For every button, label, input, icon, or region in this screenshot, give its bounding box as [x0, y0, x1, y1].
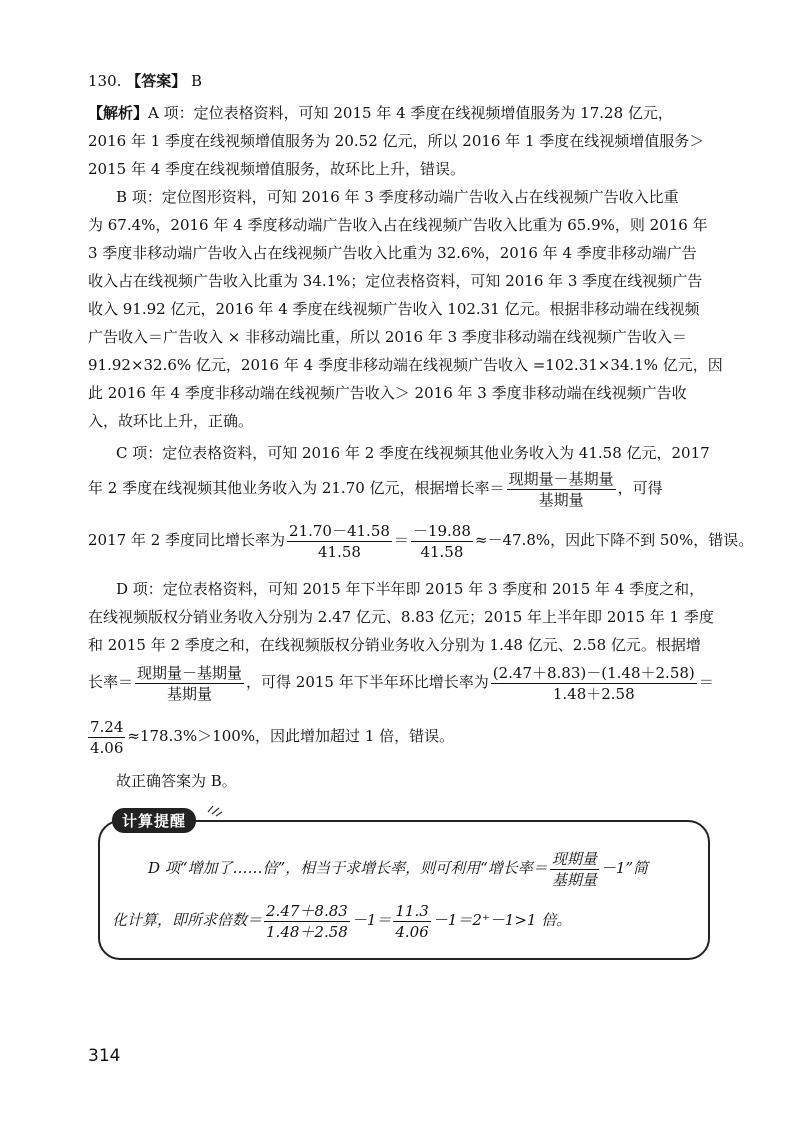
answer-header — [88, 70, 202, 92]
denominator: 4.06 — [395, 922, 429, 941]
option-b-line: B 项：定位图形资料，可知 2016 年 3 季度移动端广告收入占在线视频广告收入比重 — [116, 188, 679, 206]
fraction — [491, 663, 697, 704]
text: 化计算，即所求倍数＝ — [112, 911, 263, 929]
fraction — [550, 849, 599, 890]
fraction — [88, 717, 125, 758]
option-d-result-line — [88, 714, 454, 758]
option-b-line: 收入占在线视频广告收入比重为 34.1%；定位表格资料，可知 2016 年 3 季度在线视频广告 — [88, 272, 703, 290]
text: －1＝2⁺－1>1 倍。 — [432, 911, 572, 929]
option-b-line: 3 季度非移动端广告收入占在线视频广告收入比重为 32.6%，2016 年 4 季度非移动端广告 — [88, 244, 697, 262]
option-d-formula-line — [88, 660, 714, 704]
text: 长率＝ — [88, 673, 134, 691]
option-c-formula-line — [88, 466, 663, 510]
analysis-line-a2: 2016 年 1 季度在线视频增值服务为 20.52 亿元，所以 2016 年 1 季度在线视频增值服务＞ — [88, 132, 705, 150]
analysis-line-a1 — [88, 102, 673, 124]
fraction — [264, 901, 350, 942]
text: A 项：定位表格资料，可知 2015 年 4 季度在线视频增值服务为 17.28 亿元， — [148, 104, 673, 122]
growth-rate-fraction — [135, 663, 244, 704]
numerator: 现期量－基期量 — [137, 663, 243, 682]
denominator: 基期量 — [167, 684, 213, 703]
option-c-calc-line — [88, 518, 753, 562]
option-d-line: 在线视频版权分销业务收入分别为 2.47 亿元、8.83 亿元；2015 年上半年即 2015 年 1 季度 — [88, 608, 714, 626]
equals: ＝ — [393, 531, 409, 549]
option-b-line: 收入 91.92 亿元，2016 年 4 季度在线视频广告收入 102.31 亿元。根据非移动端在线视频 — [88, 300, 700, 318]
numerator: －19.88 — [412, 521, 471, 540]
text: ，可得 2015 年下半年环比增长率为 — [246, 673, 489, 691]
answer-label: 【答案】 — [126, 72, 187, 90]
spark-icon — [206, 802, 224, 818]
numerator: 7.24 — [90, 717, 124, 736]
option-b-line: 为 67.4%，2016 年 4 季度移动端广告收入占在线视频广告收入比重为 65.9%，则 2016 年 — [88, 216, 708, 234]
text: －1＝ — [351, 911, 392, 929]
text: 年 2 季度在线视频其他业务收入为 21.70 亿元，根据增长率＝ — [88, 479, 505, 497]
option-b-line: 广告收入＝广告收入 × 非移动端比重，所以 2016 年 3 季度非移动端在线视频广告收入＝ — [88, 328, 687, 346]
tip-line-1 — [148, 846, 648, 890]
option-d-line: D 项：定位表格资料，可知 2015 年下半年即 2015 年 3 季度和 2015 年 4 季度之和， — [116, 580, 705, 598]
numerator: 现期量 — [551, 849, 597, 868]
growth-rate-fraction — [507, 469, 616, 510]
numerator: 11.3 — [395, 901, 429, 920]
text: ，可得 — [617, 479, 663, 497]
option-b-line: 入，故环比上升，正确。 — [88, 412, 254, 430]
denominator: 1.48＋2.58 — [552, 684, 635, 703]
denominator: 4.06 — [90, 738, 124, 757]
text: D 项“增加了……倍”，相当于求增长率，则可利用“增长率＝ — [148, 859, 548, 877]
equals: ＝ — [698, 673, 714, 691]
tip-title: 计算提醒 — [112, 808, 196, 833]
denominator: 基期量 — [551, 870, 597, 889]
text: 2017 年 2 季度同比增长率为 — [88, 531, 286, 549]
denominator: 1.48＋2.58 — [266, 922, 348, 941]
denominator: 41.58 — [420, 542, 464, 561]
option-b-line: 此 2016 年 4 季度非移动端在线视频广告收入＞ 2016 年 3 季度非移动端在线视频广告收 — [88, 384, 687, 402]
question-number: 130. — [88, 72, 122, 90]
text: －1”简 — [600, 859, 649, 877]
text: ≈178.3%＞100%，因此增加超过 1 倍，错误。 — [127, 727, 455, 745]
tip-line-2 — [112, 898, 571, 942]
option-b-line: 91.92×32.6% 亿元，2016 年 4 季度非移动端在线视频广告收入 =102.31×34.1% 亿元，因 — [88, 356, 723, 374]
numerator: 21.70－41.58 — [289, 521, 390, 540]
answer-value: B — [190, 72, 203, 90]
numerator: 2.47＋8.83 — [266, 901, 348, 920]
denominator: 41.58 — [318, 542, 361, 561]
text: ≈－47.8%，因此下降不到 50%，错误。 — [474, 531, 754, 549]
denominator: 基期量 — [538, 490, 584, 509]
page-number: 314 — [88, 1046, 121, 1066]
fraction — [411, 521, 473, 562]
fraction — [393, 901, 430, 942]
analysis-label: 【解析】 — [88, 104, 149, 122]
fraction — [287, 521, 392, 562]
conclusion: 故正确答案为 B。 — [116, 772, 237, 790]
option-d-line: 和 2015 年 2 季度之和，在线视频版权分销业务收入分别为 1.48 亿元、2.58 亿元。根据增 — [88, 636, 701, 654]
numerator: 现期量－基期量 — [508, 469, 614, 488]
analysis-line-a3: 2015 年 4 季度在线视频增值服务，故环比上升，错误。 — [88, 160, 466, 178]
option-c-line: C 项：定位表格资料，可知 2016 年 2 季度在线视频其他业务收入为 41.58 亿元，2017 — [116, 444, 710, 462]
numerator: (2.47＋8.83)－(1.48＋2.58) — [492, 663, 695, 682]
